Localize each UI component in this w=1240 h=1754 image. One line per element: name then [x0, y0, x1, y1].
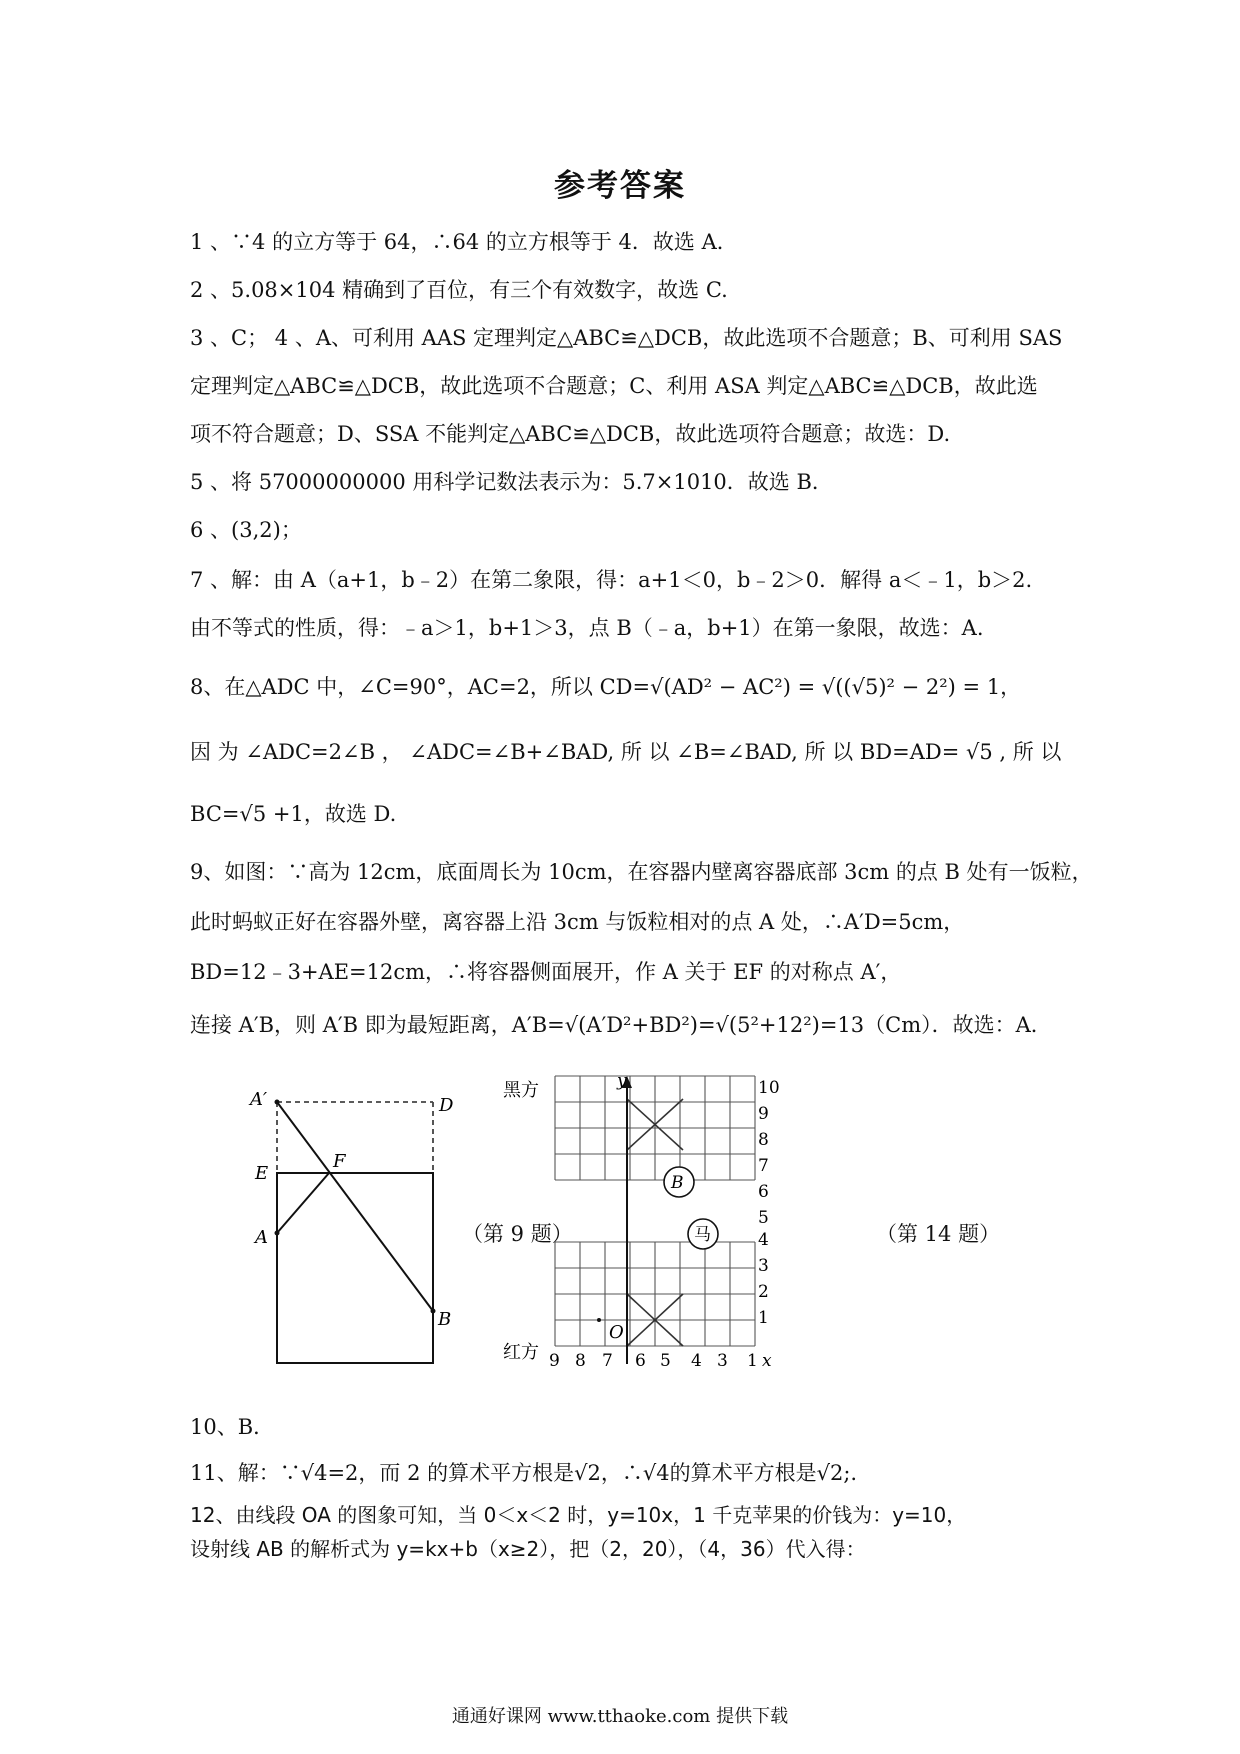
answer-9-line-3: BD=12﹣3+AE=12cm，∴将容器侧面展开，作 A 关于 EF 的对称点 A′，	[190, 960, 902, 984]
y-tick-label: 6	[758, 1182, 769, 1202]
y-tick-label: 2	[758, 1282, 769, 1302]
x-tick-label: 4	[691, 1351, 702, 1371]
answer-7-line-1: 7 、解：由 A（a+1，b﹣2）在第二象限，得：a+1＜0，b﹣2＞0．解得 a＜﹣1，b＞2.	[190, 568, 1033, 592]
y-tick-label: 9	[758, 1104, 769, 1124]
red-side-label: 红方	[503, 1342, 539, 1363]
footer-credit: 通通好课网 www.tthaoke.com 提供下载	[451, 1706, 789, 1727]
figure-9	[245, 1075, 475, 1375]
y-tick-label: 3	[758, 1256, 769, 1276]
label-a: A	[255, 1227, 268, 1248]
y-tick-labels	[758, 1078, 780, 1328]
x-tick-label: 7	[602, 1351, 613, 1371]
point-a	[275, 1231, 280, 1236]
point-b	[431, 1309, 436, 1314]
label-a-prime: A′	[250, 1089, 268, 1110]
origin-point	[597, 1318, 601, 1322]
answer-6: 6 、(3,2)；	[190, 518, 302, 542]
answer-12-line-1: 12、由线段 OA 的图象可知，当 0＜x＜2 时，y=10x，1 千克苹果的价钱为：y=10，	[190, 1503, 967, 1527]
origin-label: O	[609, 1322, 624, 1343]
x-tick-label: 6	[635, 1351, 646, 1371]
y-tick-label: 8	[758, 1130, 769, 1150]
segment-a-f	[277, 1173, 329, 1233]
point-a-prime	[275, 1100, 280, 1105]
answer-10: 10、B．	[190, 1415, 275, 1439]
label-b: B	[438, 1309, 452, 1330]
answer-9-line-4: 连接 A′B，则 A′B 即为最短距离，A′B=√(A′D²+BD²)=√(5²+12²)=13（Cm）．故选：A．	[190, 1013, 1052, 1037]
figure-14-caption: （第 14 题）	[876, 1222, 1001, 1246]
x-tick-label: 9	[549, 1351, 560, 1371]
answer-8-line-2: 因 为 ∠ADC=2∠B ， ∠ADC=∠B+∠BAD, 所 以 ∠B=∠BAD, 所 以 BD=AD= √5 , 所 以	[190, 740, 1062, 764]
answer-11: 11、解：∵√4=2，而 2 的算术平方根是√2，∴√4的算术平方根是√2;.	[190, 1461, 858, 1485]
x-tick-labels	[549, 1351, 758, 1371]
answer-3-4-line-3: 项不符合题意；D、SSA 不能判定△ABC≌△DCB，故此选项符合题意；故选：D.	[190, 422, 951, 446]
figure-9-caption: （第 9 题）	[462, 1222, 573, 1246]
answer-5: 5 、将 57000000000 用科学记数法表示为：5.7×1010．故选 B．	[190, 470, 833, 494]
y-tick-label: 10	[758, 1078, 780, 1098]
y-tick-label: 7	[758, 1156, 769, 1176]
answer-1: 1 、∵4 的立方等于 64，∴64 的立方根等于 4．故选 A．	[190, 230, 738, 254]
answer-3-4-line-2: 定理判定△ABC≌△DCB，故此选项不合题意；C、利用 ASA 判定△ABC≌△DCB，故此选	[190, 374, 1038, 398]
y-axis-label: y	[617, 1071, 627, 1091]
answer-12-line-2: 设射线 AB 的解析式为 y=kx+b（x≥2），把（2，20），（4，36）代入得：	[190, 1537, 866, 1561]
answer-7-line-2: 由不等式的性质，得：﹣a＞1，b+1＞3，点 B（﹣a，b+1）在第一象限，故选：A.	[190, 616, 984, 640]
answer-9-line-2: 此时蚂蚁正好在容器外壁，离容器上沿 3cm 与饭粒相对的点 A 处，∴A′D=5cm，	[190, 910, 965, 934]
grid-bottom	[555, 1242, 755, 1346]
x-tick-label: 5	[660, 1351, 671, 1371]
answer-8-line-3: BC=√5 +1，故选 D.	[190, 802, 397, 826]
y-tick-label: 1	[758, 1308, 769, 1328]
y-tick-label: 5	[758, 1208, 769, 1228]
answer-3-4-line-1: 3 、C； 4 、A、可利用 AAS 定理判定△ABC≌△DCB，故此选项不合题意；B、可利用 SAS	[190, 326, 1063, 350]
black-side-label: 黑方	[503, 1080, 539, 1101]
x-axis-label: x	[762, 1351, 772, 1371]
label-d: D	[439, 1095, 454, 1116]
grid-top	[555, 1076, 755, 1180]
piece-b-label: B	[671, 1173, 684, 1193]
piece-horse-label: 马	[694, 1225, 711, 1245]
page-title: 参考答案	[554, 168, 686, 204]
y-tick-label: 4	[758, 1230, 769, 1250]
x-tick-label: 8	[575, 1351, 586, 1371]
container-rect	[277, 1173, 433, 1363]
label-e: E	[255, 1163, 269, 1184]
label-f: F	[333, 1151, 346, 1172]
answer-8-line-1: 8、在△ADC 中，∠C=90°，AC=2，所以 CD=√(AD² − AC²) = √((√5)² − 2²) = 1，	[190, 675, 1022, 699]
answer-2: 2 、5.08×104 精确到了百位，有三个有效数字，故选 C.	[190, 278, 728, 302]
x-tick-label: 1	[747, 1351, 758, 1371]
x-tick-label: 3	[717, 1351, 728, 1371]
answer-9-line-1: 9、如图：∵高为 12cm，底面周长为 10cm，在容器内壁离容器底部 3cm 的点 B 处有一饭粒，	[190, 860, 1093, 884]
